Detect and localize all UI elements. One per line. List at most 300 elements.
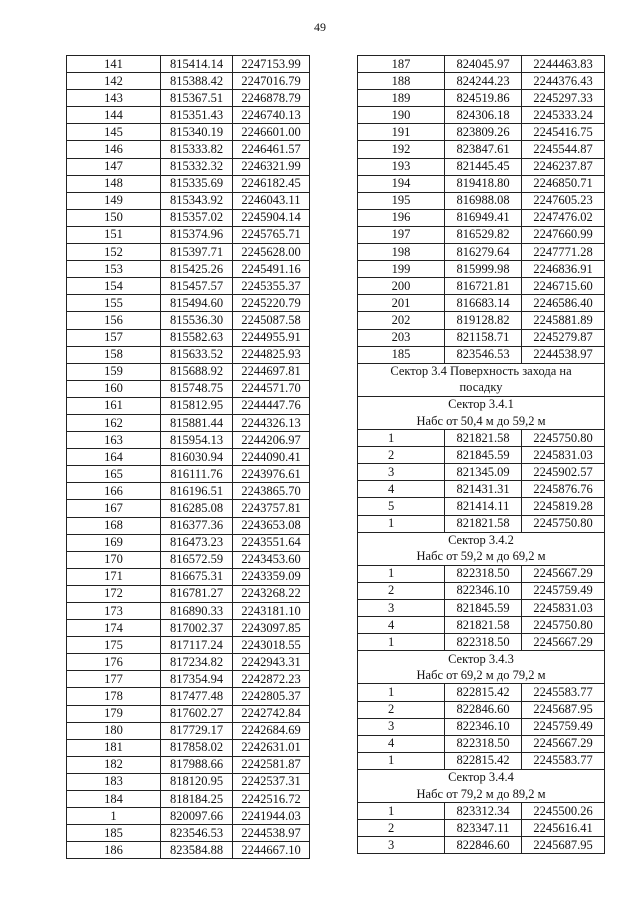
y-coordinate: 2244571.70 bbox=[233, 380, 310, 397]
x-coordinate: 816529.82 bbox=[445, 226, 522, 243]
y-coordinate: 2243453.60 bbox=[233, 551, 310, 568]
y-coordinate: 2246237.87 bbox=[522, 158, 605, 175]
point-number: 182 bbox=[67, 756, 161, 773]
point-number: 188 bbox=[358, 73, 445, 90]
x-coordinate: 815340.19 bbox=[161, 124, 233, 141]
point-number: 169 bbox=[67, 534, 161, 551]
sector-header-row bbox=[358, 651, 605, 668]
table-row bbox=[358, 209, 605, 226]
point-number: 183 bbox=[67, 773, 161, 790]
x-coordinate: 815388.42 bbox=[161, 73, 233, 90]
x-coordinate: 816675.31 bbox=[161, 568, 233, 585]
table-row bbox=[358, 481, 605, 498]
x-coordinate: 816285.08 bbox=[161, 500, 233, 517]
y-coordinate: 2244697.81 bbox=[233, 363, 310, 380]
x-coordinate: 816721.81 bbox=[445, 278, 522, 295]
table-row bbox=[67, 808, 310, 825]
table-row bbox=[358, 464, 605, 481]
x-coordinate: 815457.57 bbox=[161, 278, 233, 295]
x-coordinate: 819418.80 bbox=[445, 175, 522, 192]
y-coordinate: 2244955.91 bbox=[233, 329, 310, 346]
table-row bbox=[358, 718, 605, 735]
x-coordinate: 816988.08 bbox=[445, 192, 522, 209]
table-row bbox=[358, 158, 605, 175]
point-number: 5 bbox=[358, 498, 445, 515]
y-coordinate: 2242631.01 bbox=[233, 739, 310, 756]
x-coordinate: 815343.92 bbox=[161, 192, 233, 209]
y-coordinate: 2242537.31 bbox=[233, 773, 310, 790]
x-coordinate: 815367.51 bbox=[161, 90, 233, 107]
x-coordinate: 824519.86 bbox=[445, 90, 522, 107]
y-coordinate: 2245759.49 bbox=[522, 718, 605, 735]
x-coordinate: 821821.58 bbox=[445, 515, 522, 532]
table-row bbox=[67, 73, 310, 90]
y-coordinate: 2245087.58 bbox=[233, 312, 310, 329]
sector-header-row bbox=[358, 769, 605, 786]
point-number: 177 bbox=[67, 671, 161, 688]
point-number: 163 bbox=[67, 432, 161, 449]
table-row bbox=[67, 226, 310, 243]
point-number: 192 bbox=[358, 141, 445, 158]
table-row bbox=[67, 791, 310, 808]
sector-header: Набс от 59,2 м до 69,2 м bbox=[358, 549, 605, 566]
point-number: 1 bbox=[358, 752, 445, 769]
point-number: 168 bbox=[67, 517, 161, 534]
point-number: 187 bbox=[358, 56, 445, 73]
table-row bbox=[358, 803, 605, 820]
y-coordinate: 2245667.29 bbox=[522, 634, 605, 651]
table-row bbox=[67, 517, 310, 534]
y-coordinate: 2245355.37 bbox=[233, 278, 310, 295]
x-coordinate: 815536.30 bbox=[161, 312, 233, 329]
x-coordinate: 823347.11 bbox=[445, 820, 522, 837]
y-coordinate: 2244667.10 bbox=[233, 842, 310, 859]
x-coordinate: 822318.50 bbox=[445, 735, 522, 752]
table-row bbox=[358, 515, 605, 532]
y-coordinate: 2247660.99 bbox=[522, 226, 605, 243]
x-coordinate: 816111.76 bbox=[161, 466, 233, 483]
x-coordinate: 815335.69 bbox=[161, 175, 233, 192]
sector-header: посадку bbox=[358, 380, 605, 397]
point-number: 162 bbox=[67, 414, 161, 431]
y-coordinate: 2246836.91 bbox=[522, 261, 605, 278]
x-coordinate: 821821.58 bbox=[445, 430, 522, 447]
point-number: 201 bbox=[358, 295, 445, 312]
y-coordinate: 2245628.00 bbox=[233, 244, 310, 261]
x-coordinate: 821445.45 bbox=[445, 158, 522, 175]
table-row bbox=[67, 671, 310, 688]
point-number: 184 bbox=[67, 791, 161, 808]
y-coordinate: 2242872.23 bbox=[233, 671, 310, 688]
x-coordinate: 815748.75 bbox=[161, 380, 233, 397]
table-row bbox=[358, 226, 605, 243]
x-coordinate: 823809.26 bbox=[445, 124, 522, 141]
point-number: 144 bbox=[67, 107, 161, 124]
y-coordinate: 2242943.31 bbox=[233, 654, 310, 671]
table-row bbox=[67, 637, 310, 654]
table-row bbox=[67, 124, 310, 141]
x-coordinate: 817858.02 bbox=[161, 739, 233, 756]
point-number: 149 bbox=[67, 192, 161, 209]
y-coordinate: 2243865.70 bbox=[233, 483, 310, 500]
point-number: 179 bbox=[67, 705, 161, 722]
point-number: 175 bbox=[67, 637, 161, 654]
x-coordinate: 823847.61 bbox=[445, 141, 522, 158]
point-number: 174 bbox=[67, 620, 161, 637]
x-coordinate: 815374.96 bbox=[161, 226, 233, 243]
table-row bbox=[358, 617, 605, 634]
x-coordinate: 817729.17 bbox=[161, 722, 233, 739]
point-number: 191 bbox=[358, 124, 445, 141]
table-row bbox=[358, 56, 605, 73]
x-coordinate: 820097.66 bbox=[161, 808, 233, 825]
x-coordinate: 821158.71 bbox=[445, 329, 522, 346]
x-coordinate: 815332.32 bbox=[161, 158, 233, 175]
table-row bbox=[358, 701, 605, 718]
point-number: 203 bbox=[358, 329, 445, 346]
x-coordinate: 822346.10 bbox=[445, 718, 522, 735]
point-number: 4 bbox=[358, 735, 445, 752]
point-number: 161 bbox=[67, 397, 161, 414]
x-coordinate: 815494.60 bbox=[161, 295, 233, 312]
table-row bbox=[67, 449, 310, 466]
table-row bbox=[67, 380, 310, 397]
x-coordinate: 815357.02 bbox=[161, 209, 233, 226]
table-row bbox=[67, 244, 310, 261]
table-row bbox=[67, 158, 310, 175]
point-number: 152 bbox=[67, 244, 161, 261]
table-row bbox=[67, 312, 310, 329]
y-coordinate: 2246850.71 bbox=[522, 175, 605, 192]
table-row bbox=[358, 600, 605, 617]
table-row bbox=[358, 684, 605, 701]
point-number: 185 bbox=[358, 346, 445, 363]
point-number: 153 bbox=[67, 261, 161, 278]
table-row bbox=[67, 295, 310, 312]
table-row bbox=[67, 56, 310, 73]
y-coordinate: 2243181.10 bbox=[233, 603, 310, 620]
table-row bbox=[67, 773, 310, 790]
x-coordinate: 823312.34 bbox=[445, 803, 522, 820]
y-coordinate: 2244538.97 bbox=[233, 825, 310, 842]
x-coordinate: 823546.53 bbox=[161, 825, 233, 842]
table-row bbox=[358, 141, 605, 158]
point-number: 185 bbox=[67, 825, 161, 842]
table-row bbox=[67, 397, 310, 414]
table-row bbox=[67, 175, 310, 192]
table-row bbox=[67, 414, 310, 431]
x-coordinate: 821345.09 bbox=[445, 464, 522, 481]
point-number: 2 bbox=[358, 582, 445, 599]
table-row bbox=[358, 261, 605, 278]
y-coordinate: 2245831.03 bbox=[522, 447, 605, 464]
x-coordinate: 824045.97 bbox=[445, 56, 522, 73]
y-coordinate: 2243359.09 bbox=[233, 568, 310, 585]
point-number: 167 bbox=[67, 500, 161, 517]
table-row bbox=[67, 603, 310, 620]
table-row bbox=[358, 244, 605, 261]
sector-header: Сектор 3.4.4 bbox=[358, 769, 605, 786]
point-number: 148 bbox=[67, 175, 161, 192]
x-coordinate: 816683.14 bbox=[445, 295, 522, 312]
x-coordinate: 816890.33 bbox=[161, 603, 233, 620]
table-row bbox=[358, 312, 605, 329]
point-number: 147 bbox=[67, 158, 161, 175]
y-coordinate: 2244447.76 bbox=[233, 397, 310, 414]
table-row bbox=[358, 73, 605, 90]
y-coordinate: 2245881.89 bbox=[522, 312, 605, 329]
y-coordinate: 2246321.99 bbox=[233, 158, 310, 175]
point-number: 1 bbox=[67, 808, 161, 825]
y-coordinate: 2245750.80 bbox=[522, 430, 605, 447]
x-coordinate: 815397.71 bbox=[161, 244, 233, 261]
x-coordinate: 815333.82 bbox=[161, 141, 233, 158]
point-number: 156 bbox=[67, 312, 161, 329]
y-coordinate: 2245416.75 bbox=[522, 124, 605, 141]
table-row bbox=[358, 192, 605, 209]
table-row bbox=[358, 752, 605, 769]
y-coordinate: 2245279.87 bbox=[522, 329, 605, 346]
x-coordinate: 821414.11 bbox=[445, 498, 522, 515]
sector-header-row bbox=[358, 396, 605, 413]
x-coordinate: 815688.92 bbox=[161, 363, 233, 380]
point-number: 159 bbox=[67, 363, 161, 380]
y-coordinate: 2245333.24 bbox=[522, 107, 605, 124]
x-coordinate: 816030.94 bbox=[161, 449, 233, 466]
point-number: 143 bbox=[67, 90, 161, 107]
y-coordinate: 2243757.81 bbox=[233, 500, 310, 517]
table-row bbox=[67, 654, 310, 671]
sector-header: Сектор 3.4.2 bbox=[358, 532, 605, 549]
y-coordinate: 2245819.28 bbox=[522, 498, 605, 515]
x-coordinate: 824306.18 bbox=[445, 107, 522, 124]
y-coordinate: 2245583.77 bbox=[522, 752, 605, 769]
x-coordinate: 822815.42 bbox=[445, 684, 522, 701]
sector-header: Набс от 79,2 м до 89,2 м bbox=[358, 786, 605, 803]
point-number: 151 bbox=[67, 226, 161, 243]
table-row bbox=[358, 565, 605, 582]
table-row bbox=[67, 432, 310, 449]
point-number: 4 bbox=[358, 481, 445, 498]
point-number: 186 bbox=[67, 842, 161, 859]
y-coordinate: 2243097.85 bbox=[233, 620, 310, 637]
sector-header: Набс от 69,2 м до 79,2 м bbox=[358, 667, 605, 684]
point-number: 164 bbox=[67, 449, 161, 466]
y-coordinate: 2243976.61 bbox=[233, 466, 310, 483]
point-number: 195 bbox=[358, 192, 445, 209]
y-coordinate: 2244326.13 bbox=[233, 414, 310, 431]
table-row bbox=[67, 534, 310, 551]
point-number: 197 bbox=[358, 226, 445, 243]
table-row bbox=[67, 842, 310, 859]
table-row bbox=[67, 90, 310, 107]
x-coordinate: 819128.82 bbox=[445, 312, 522, 329]
x-coordinate: 815881.44 bbox=[161, 414, 233, 431]
x-coordinate: 822846.60 bbox=[445, 701, 522, 718]
table-row bbox=[67, 500, 310, 517]
point-number: 154 bbox=[67, 278, 161, 295]
point-number: 166 bbox=[67, 483, 161, 500]
table-row bbox=[358, 107, 605, 124]
point-number: 181 bbox=[67, 739, 161, 756]
y-coordinate: 2243018.55 bbox=[233, 637, 310, 654]
y-coordinate: 2244376.43 bbox=[522, 73, 605, 90]
point-number: 196 bbox=[358, 209, 445, 226]
y-coordinate: 2245297.33 bbox=[522, 90, 605, 107]
y-coordinate: 2245750.80 bbox=[522, 515, 605, 532]
table-row bbox=[358, 430, 605, 447]
table-row bbox=[67, 363, 310, 380]
x-coordinate: 815812.95 bbox=[161, 397, 233, 414]
y-coordinate: 2242516.72 bbox=[233, 791, 310, 808]
point-number: 1 bbox=[358, 634, 445, 651]
point-number: 194 bbox=[358, 175, 445, 192]
x-coordinate: 821845.59 bbox=[445, 447, 522, 464]
x-coordinate: 816196.51 bbox=[161, 483, 233, 500]
y-coordinate: 2245667.29 bbox=[522, 565, 605, 582]
table-row bbox=[67, 107, 310, 124]
y-coordinate: 2247605.23 bbox=[522, 192, 605, 209]
x-coordinate: 817477.48 bbox=[161, 688, 233, 705]
y-coordinate: 2244825.93 bbox=[233, 346, 310, 363]
point-number: 165 bbox=[67, 466, 161, 483]
point-number: 172 bbox=[67, 585, 161, 602]
x-coordinate: 821431.31 bbox=[445, 481, 522, 498]
y-coordinate: 2245687.95 bbox=[522, 837, 605, 854]
x-coordinate: 816473.23 bbox=[161, 534, 233, 551]
table-row bbox=[358, 329, 605, 346]
sector-header-row bbox=[358, 413, 605, 430]
point-number: 189 bbox=[358, 90, 445, 107]
y-coordinate: 2246586.40 bbox=[522, 295, 605, 312]
table-row bbox=[67, 278, 310, 295]
y-coordinate: 2247153.99 bbox=[233, 56, 310, 73]
point-number: 178 bbox=[67, 688, 161, 705]
y-coordinate: 2243268.22 bbox=[233, 585, 310, 602]
x-coordinate: 821821.58 bbox=[445, 617, 522, 634]
table-row bbox=[358, 124, 605, 141]
table-row bbox=[67, 688, 310, 705]
table-row bbox=[67, 585, 310, 602]
x-coordinate: 821845.59 bbox=[445, 600, 522, 617]
y-coordinate: 2246601.00 bbox=[233, 124, 310, 141]
point-number: 1 bbox=[358, 565, 445, 582]
point-number: 141 bbox=[67, 56, 161, 73]
x-coordinate: 817002.37 bbox=[161, 620, 233, 637]
point-number: 198 bbox=[358, 244, 445, 261]
point-number: 146 bbox=[67, 141, 161, 158]
sector-header-row bbox=[358, 786, 605, 803]
table-row bbox=[67, 722, 310, 739]
x-coordinate: 824244.23 bbox=[445, 73, 522, 90]
x-coordinate: 823546.53 bbox=[445, 346, 522, 363]
table-row bbox=[67, 620, 310, 637]
sector-header: Набс от 50,4 м до 59,2 м bbox=[358, 413, 605, 430]
y-coordinate: 2245750.80 bbox=[522, 617, 605, 634]
table-row bbox=[67, 551, 310, 568]
point-number: 3 bbox=[358, 718, 445, 735]
y-coordinate: 2245500.26 bbox=[522, 803, 605, 820]
y-coordinate: 2247771.28 bbox=[522, 244, 605, 261]
table-row bbox=[67, 209, 310, 226]
y-coordinate: 2246182.45 bbox=[233, 175, 310, 192]
x-coordinate: 815351.43 bbox=[161, 107, 233, 124]
point-number: 1 bbox=[358, 515, 445, 532]
y-coordinate: 2245831.03 bbox=[522, 600, 605, 617]
x-coordinate: 817354.94 bbox=[161, 671, 233, 688]
x-coordinate: 817234.82 bbox=[161, 654, 233, 671]
y-coordinate: 2245904.14 bbox=[233, 209, 310, 226]
y-coordinate: 2245667.29 bbox=[522, 735, 605, 752]
y-coordinate: 2246043.11 bbox=[233, 192, 310, 209]
x-coordinate: 816377.36 bbox=[161, 517, 233, 534]
x-coordinate: 822346.10 bbox=[445, 582, 522, 599]
y-coordinate: 2247016.79 bbox=[233, 73, 310, 90]
table-row bbox=[67, 739, 310, 756]
y-coordinate: 2245220.79 bbox=[233, 295, 310, 312]
y-coordinate: 2245616.41 bbox=[522, 820, 605, 837]
point-number: 2 bbox=[358, 820, 445, 837]
table-row bbox=[67, 825, 310, 842]
y-coordinate: 2245765.71 bbox=[233, 226, 310, 243]
x-coordinate: 822846.60 bbox=[445, 837, 522, 854]
sector-header-row bbox=[358, 380, 605, 397]
y-coordinate: 2245491.16 bbox=[233, 261, 310, 278]
table-row bbox=[358, 447, 605, 464]
x-coordinate: 815999.98 bbox=[445, 261, 522, 278]
point-number: 157 bbox=[67, 329, 161, 346]
x-coordinate: 822815.42 bbox=[445, 752, 522, 769]
point-number: 199 bbox=[358, 261, 445, 278]
table-row bbox=[358, 837, 605, 854]
table-row bbox=[67, 329, 310, 346]
x-coordinate: 815414.14 bbox=[161, 56, 233, 73]
y-coordinate: 2245583.77 bbox=[522, 684, 605, 701]
point-number: 170 bbox=[67, 551, 161, 568]
y-coordinate: 2246461.57 bbox=[233, 141, 310, 158]
x-coordinate: 816572.59 bbox=[161, 551, 233, 568]
sector-header: Сектор 3.4.1 bbox=[358, 396, 605, 413]
x-coordinate: 817988.66 bbox=[161, 756, 233, 773]
y-coordinate: 2245902.57 bbox=[522, 464, 605, 481]
point-number: 1 bbox=[358, 430, 445, 447]
y-coordinate: 2245759.49 bbox=[522, 582, 605, 599]
point-number: 171 bbox=[67, 568, 161, 585]
point-number: 2 bbox=[358, 701, 445, 718]
point-number: 4 bbox=[358, 617, 445, 634]
y-coordinate: 2246878.79 bbox=[233, 90, 310, 107]
y-coordinate: 2245687.95 bbox=[522, 701, 605, 718]
sector-header-row bbox=[358, 363, 605, 380]
point-number: 158 bbox=[67, 346, 161, 363]
y-coordinate: 2244538.97 bbox=[522, 346, 605, 363]
x-coordinate: 817117.24 bbox=[161, 637, 233, 654]
x-coordinate: 817602.27 bbox=[161, 705, 233, 722]
table-row bbox=[358, 498, 605, 515]
table-row bbox=[67, 346, 310, 363]
x-coordinate: 816781.27 bbox=[161, 585, 233, 602]
table-row bbox=[358, 295, 605, 312]
table-row bbox=[358, 634, 605, 651]
point-number: 3 bbox=[358, 837, 445, 854]
y-coordinate: 2241944.03 bbox=[233, 808, 310, 825]
point-number: 3 bbox=[358, 600, 445, 617]
y-coordinate: 2242684.69 bbox=[233, 722, 310, 739]
point-number: 155 bbox=[67, 295, 161, 312]
table-row bbox=[67, 705, 310, 722]
y-coordinate: 2247476.02 bbox=[522, 209, 605, 226]
table-row bbox=[67, 141, 310, 158]
